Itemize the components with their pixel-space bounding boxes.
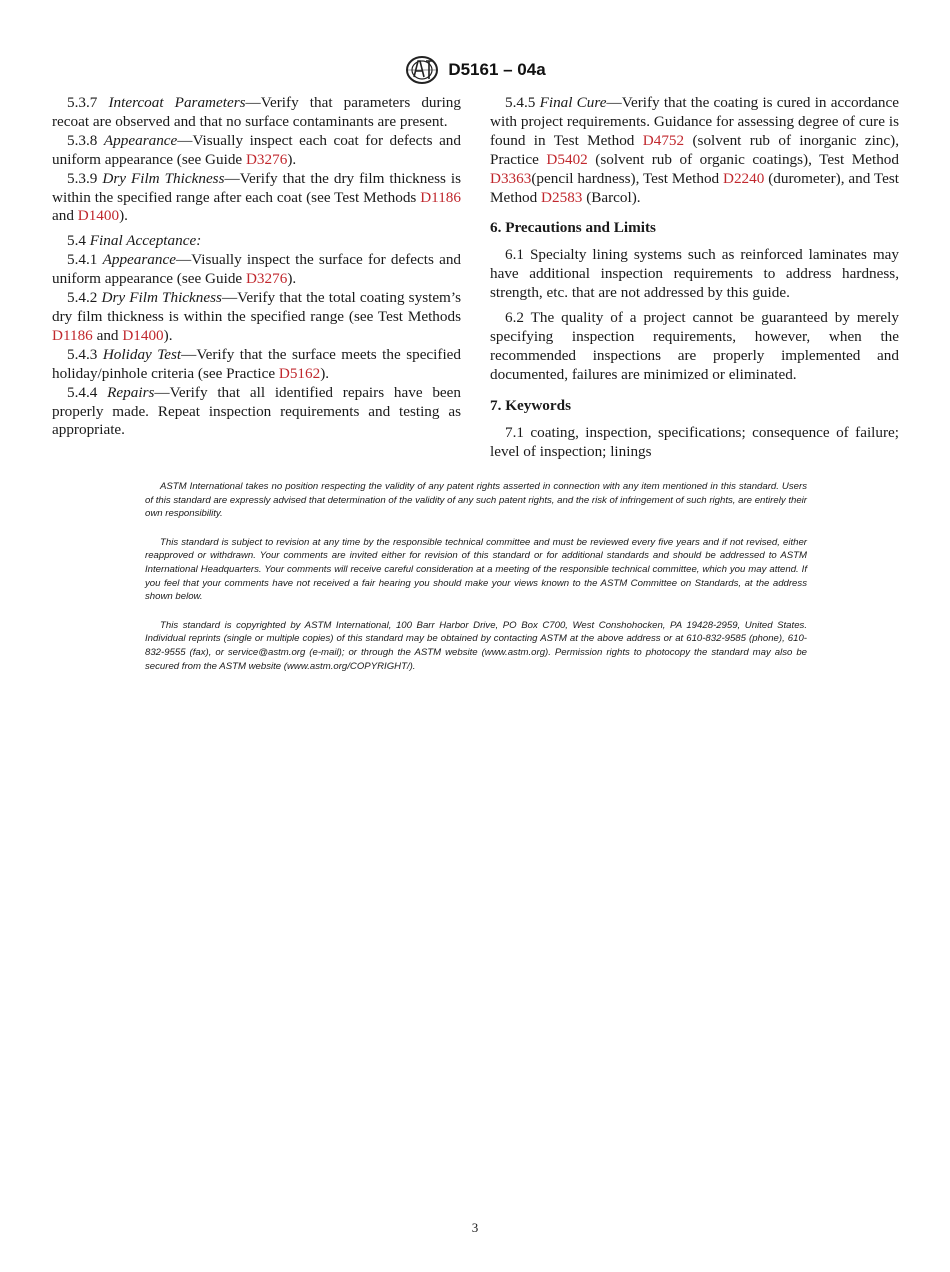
- reference-link[interactable]: D1186: [420, 188, 461, 206]
- reference-link[interactable]: D2583: [541, 188, 583, 206]
- reference-link[interactable]: D3276: [245, 150, 288, 168]
- patent-notice: ASTM International takes no position respecting the validity of any patent rights asserted in connection with any item mentioned in this standard. Users of this standard are expressly advised that determination of the validity of any such patent rights, and the risk of infringement of such rights, are entirely their own responsibility.: [145, 481, 807, 520]
- section-6-heading: 6. Precautions and Limits: [490, 219, 656, 237]
- right-column: [490, 94, 899, 461]
- reference-link[interactable]: D1186: [52, 326, 93, 344]
- revision-notice: This standard is subject to revision at any time by the responsible technical committee and must be reviewed every five years and if not revised, either reapproved or withdrawn. Your comments are invited either for revision of this standard or for additional standards and should be addressed to ASTM International Headquarters. Your comments will receive careful consideration at a meeting of the responsible technical committee, which you may attend. If you feel that your comments have not received a fair hearing you should make your views known to the ASTM Committee on Standards, at the address shown below.: [145, 536, 807, 603]
- page-number: 3: [471, 1220, 479, 1235]
- reference-link[interactable]: D2240: [723, 169, 765, 187]
- document-designation: D5161 – 04a: [448, 60, 546, 79]
- reference-link[interactable]: D1400: [77, 207, 120, 225]
- section-7-heading: 7. Keywords: [490, 396, 571, 414]
- paragraph-5-4-1: 5.4.1 Appearance—Visually inspect the surface for defects and uniform appearance (see Guide D3276).: [52, 251, 462, 288]
- paragraph-5-3-9: 5.3.9 Dry Film Thickness—Verify that the dry film thickness is within the specified range after each coat (see Test Methods D1186 and D1400).: [52, 169, 462, 225]
- reference-link[interactable]: D1400: [122, 326, 164, 344]
- paragraph-5-3-7: 5.3.7 Intercoat Parameters—Verify that parameters during recoat are observed and that no surface contaminants are present.: [52, 94, 461, 130]
- paragraph-7-1: 7.1 coating, inspection, specifications; consequence of failure; level of inspection; linings: [490, 423, 899, 460]
- paragraph-5-3-8: 5.3.8 Appearance—Visually inspect each coat for defects and uniform appearance (see Guide D3276).: [52, 131, 461, 168]
- reference-link[interactable]: D4752: [642, 131, 685, 149]
- paragraph-5-4: 5.4 Final Acceptance:: [67, 232, 202, 250]
- page-header: [0, 55, 950, 85]
- paragraph-5-4-4: 5.4.4 Repairs—Verify that all identified repairs have been properly made. Repeat inspection requirements and testing as appropriate.: [52, 383, 462, 439]
- paragraph-5-4-3: 5.4.3 Holiday Test—Verify that the surface meets the specified holiday/pinhole criteria (see Practice D5162).: [52, 345, 462, 382]
- legal-footer: [145, 480, 807, 688]
- reference-link[interactable]: D3363: [490, 169, 532, 187]
- reference-link[interactable]: D5402: [546, 150, 588, 168]
- reference-link[interactable]: D5162: [278, 364, 321, 382]
- reference-link[interactable]: D3276: [245, 270, 288, 288]
- astm-logo-icon: [404, 55, 440, 85]
- paragraph-6-2: 6.2 The quality of a project cannot be guaranteed by merely specifying inspection requirements, however, when the recommended inspections are properly implemented and documented, failures are minimized or eliminated.: [490, 309, 899, 383]
- left-column: [52, 94, 461, 440]
- paragraph-5-4-5: 5.4.5 Final Cure—Verify that the coating is cured in accordance with project requirements. Guidance for assessing degree of cure is found in Test Method D4752 (solvent rub of inorganic zinc), Practice D5402 (solvent rub of organic coatings), Test Method D3363(pencil hardness), Test Method D2240 (durometer), and Test Method D2583 (Barcol).: [490, 94, 900, 206]
- paragraph-5-4-2: 5.4.2 Dry Film Thickness—Verify that the total coating system’s dry film thickness is within the specified range (see Test Methods D1186 and D1400).: [52, 289, 462, 344]
- paragraph-6-1: 6.1 Specialty lining systems such as reinforced laminates may have additional inspection requirements to address hardness, strength, etc. that are not addressed by this guide.: [490, 246, 899, 302]
- copyright-notice: This standard is copyrighted by ASTM International, 100 Barr Harbor Drive, PO Box C700, West Conshohocken, PA 19428-2959, United States. Individual reprints (single or multiple copies) of this standard may be obtained by contacting ASTM at the above address or at 610-832-9585 (phone), 610-832-9555 (fax), or service@astm.org (e-mail); or through the ASTM website (www.astm.org). Permission rights to photocopy the standard may also be secured from the ASTM website (www.astm.org/COPYRIGHT/).: [145, 619, 807, 672]
